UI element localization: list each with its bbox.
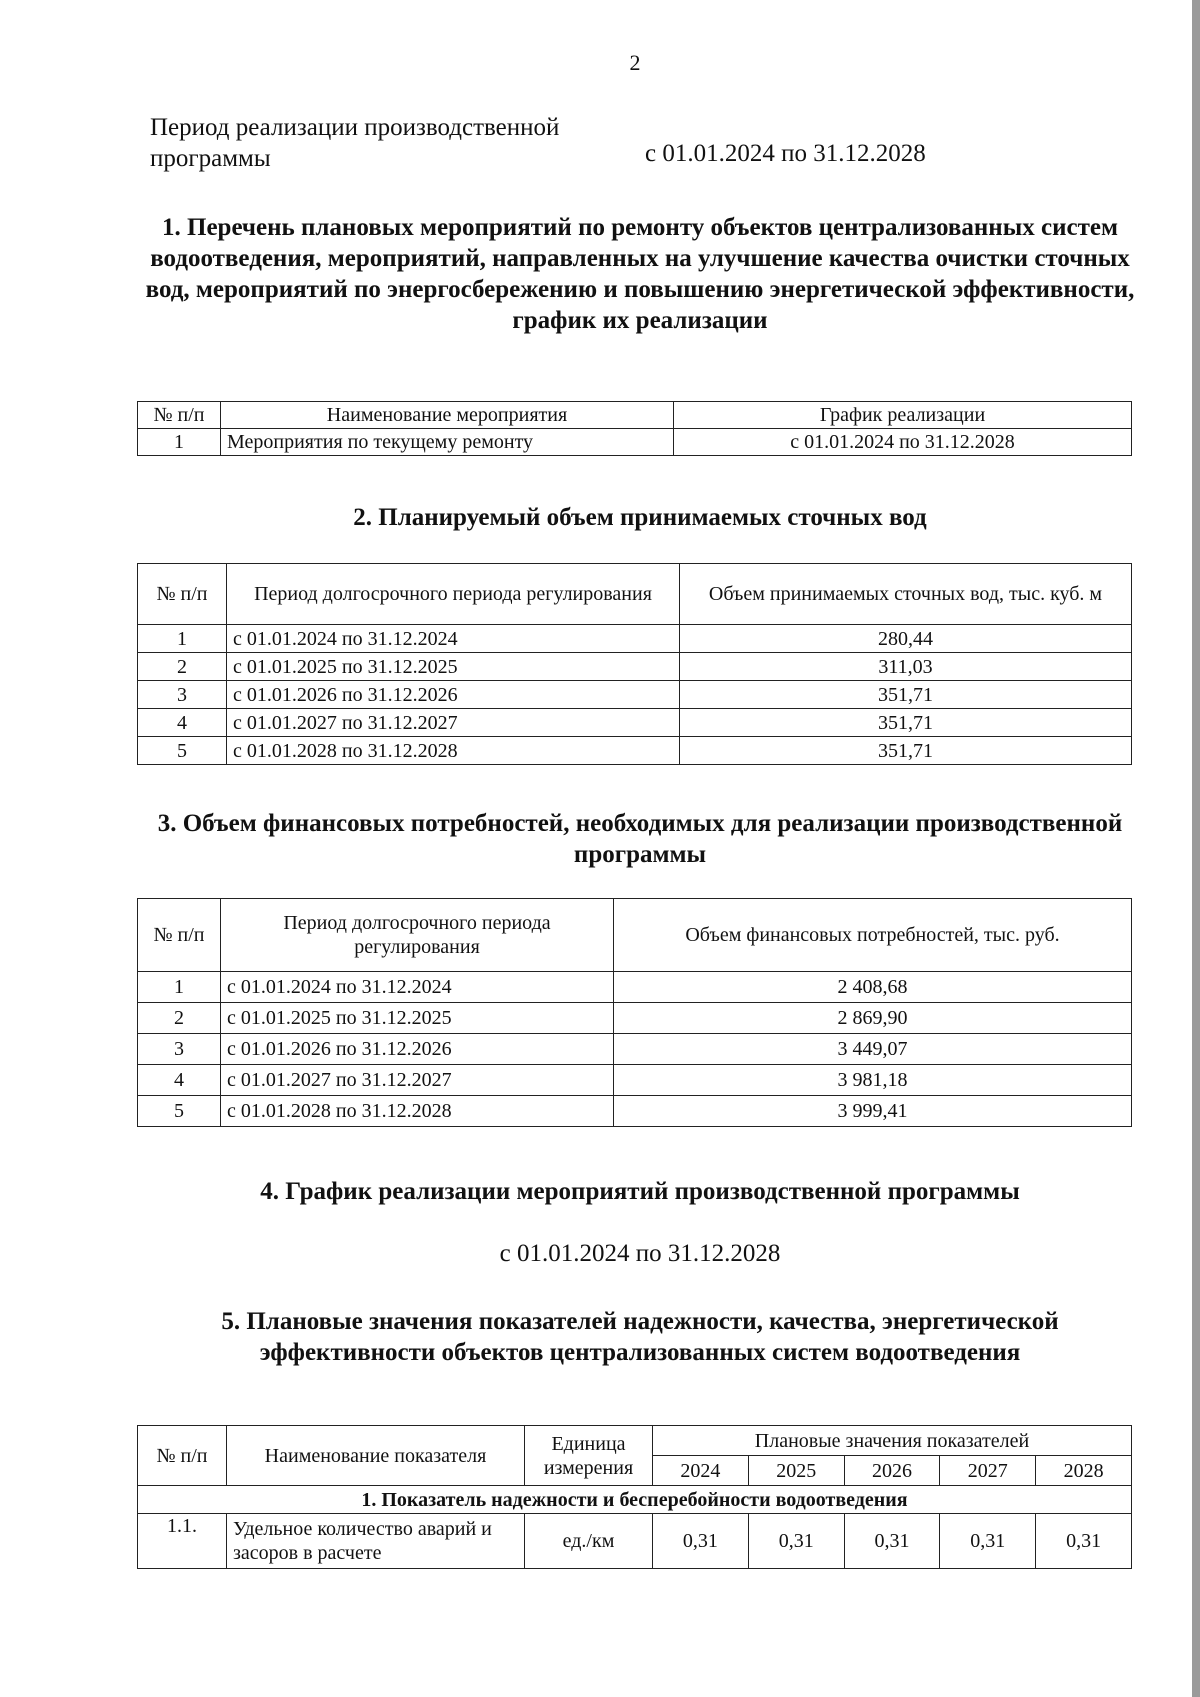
cell-value: 0,31	[1036, 1514, 1132, 1569]
cell-num: 5	[138, 737, 227, 765]
section4-period: с 01.01.2024 по 31.12.2028	[499, 1240, 781, 1267]
table-header-row	[138, 1426, 1132, 1456]
cell-period: с 01.01.2028 по 31.12.2028	[227, 737, 680, 765]
cell-num: 3	[138, 1034, 221, 1065]
scan-edge	[1192, 0, 1200, 1697]
cell-finance: 3 449,07	[614, 1034, 1132, 1065]
header-year: 2024	[653, 1456, 749, 1486]
table-row	[138, 1003, 1132, 1034]
header-num: № п/п	[138, 899, 221, 972]
cell-name: Мероприятия по текущему ремонту	[221, 429, 674, 456]
section3-title: 3. Объем финансовых потребностей, необходимых для реализации производственной программы	[157, 810, 1123, 868]
cell-period: с 01.01.2024 по 31.12.2024	[227, 625, 680, 653]
section4-title: 4. График реализации мероприятий производственной программы	[260, 1178, 1020, 1205]
cell-finance: 2 408,68	[614, 972, 1132, 1003]
cell-unit: ед./км	[525, 1514, 653, 1569]
cell-num: 2	[138, 653, 227, 681]
cell-num: 3	[138, 681, 227, 709]
cell-volume: 351,71	[680, 709, 1132, 737]
table-row	[138, 972, 1132, 1003]
header-planned: Плановые значения показателей	[653, 1426, 1132, 1456]
cell-value: 0,31	[940, 1514, 1036, 1569]
cell-volume: 351,71	[680, 737, 1132, 765]
section1-title: 1. Перечень плановых мероприятий по ремонту объектов централизованных систем водоотведения, мероприятий, направленных на улучшение качества очистки сточных вод, мероприятий по энергосбережению и повышению энергетической эффективности, график их реализации	[145, 214, 1135, 334]
header-num: № п/п	[138, 1426, 227, 1486]
cell-finance: 2 869,90	[614, 1003, 1132, 1034]
cell-period: с 01.01.2026 по 31.12.2026	[221, 1034, 614, 1065]
table-section-row	[138, 1486, 1132, 1514]
section3-table	[137, 898, 1132, 1127]
cell-period: с 01.01.2027 по 31.12.2027	[227, 709, 680, 737]
page-number: 2	[629, 50, 641, 75]
table-row	[138, 429, 1132, 456]
cell-num: 4	[138, 709, 227, 737]
section5-table	[137, 1425, 1132, 1569]
cell-period: с 01.01.2024 по 31.12.2024	[221, 972, 614, 1003]
cell-num: 1	[138, 625, 227, 653]
cell-value: 0,31	[748, 1514, 844, 1569]
section2-table	[137, 563, 1132, 765]
cell-num: 1	[138, 429, 221, 456]
section1-table	[137, 401, 1132, 456]
cell-num: 4	[138, 1065, 221, 1096]
header-year: 2026	[844, 1456, 940, 1486]
header-num: № п/п	[138, 564, 227, 625]
cell-volume: 351,71	[680, 681, 1132, 709]
cell-value: 0,31	[844, 1514, 940, 1569]
header-period: Период долгосрочного периода регулирования	[221, 899, 614, 972]
table-row	[138, 1065, 1132, 1096]
cell-finance: 3 999,41	[614, 1096, 1132, 1127]
cell-num: 1.1.	[138, 1514, 227, 1569]
period-label: Период реализации производственной программы	[150, 114, 560, 172]
section5-title: 5. Плановые значения показателей надежности, качества, энергетической эффективности объектов централизованных систем водоотведения	[221, 1308, 1059, 1366]
table-header-row	[138, 564, 1132, 625]
header-schedule: График реализации	[674, 402, 1132, 429]
cell-indicator: Удельное количество аварий и засоров в расчете	[227, 1514, 525, 1569]
cell-period: с 01.01.2025 по 31.12.2025	[227, 653, 680, 681]
header-period: Период долгосрочного периода регулирования	[227, 564, 680, 625]
table-row	[138, 737, 1132, 765]
header-volume: Объем принимаемых сточных вод, тыс. куб. м	[680, 564, 1132, 625]
cell-period: с 01.01.2028 по 31.12.2028	[221, 1096, 614, 1127]
cell-schedule: с 01.01.2024 по 31.12.2028	[674, 429, 1132, 456]
header-year: 2028	[1036, 1456, 1132, 1486]
cell-period: с 01.01.2025 по 31.12.2025	[221, 1003, 614, 1034]
header-year: 2025	[748, 1456, 844, 1486]
cell-period: с 01.01.2027 по 31.12.2027	[221, 1065, 614, 1096]
table-row	[138, 681, 1132, 709]
header-unit: Единица измерения	[525, 1426, 653, 1486]
section2-title: 2. Планируемый объем принимаемых сточных вод	[353, 504, 927, 531]
cell-period: с 01.01.2026 по 31.12.2026	[227, 681, 680, 709]
header-num: № п/п	[138, 402, 221, 429]
header-name: Наименование мероприятия	[221, 402, 674, 429]
table-row	[138, 1034, 1132, 1065]
cell-volume: 311,03	[680, 653, 1132, 681]
cell-value: 0,31	[653, 1514, 749, 1569]
table-header-row	[138, 402, 1132, 429]
table-header-row	[138, 899, 1132, 972]
header-year: 2027	[940, 1456, 1036, 1486]
table-row	[138, 1514, 1132, 1569]
period-value: с 01.01.2024 по 31.12.2028	[645, 140, 926, 167]
subsection-title: 1. Показатель надежности и бесперебойности водоотведения	[138, 1486, 1132, 1514]
cell-volume: 280,44	[680, 625, 1132, 653]
header-indicator: Наименование показателя	[227, 1426, 525, 1486]
header-finance: Объем финансовых потребностей, тыс. руб.	[614, 899, 1132, 972]
cell-num: 1	[138, 972, 221, 1003]
table-row	[138, 1096, 1132, 1127]
table-row	[138, 709, 1132, 737]
table-row	[138, 653, 1132, 681]
table-row	[138, 625, 1132, 653]
cell-num: 2	[138, 1003, 221, 1034]
cell-num: 5	[138, 1096, 221, 1127]
cell-finance: 3 981,18	[614, 1065, 1132, 1096]
